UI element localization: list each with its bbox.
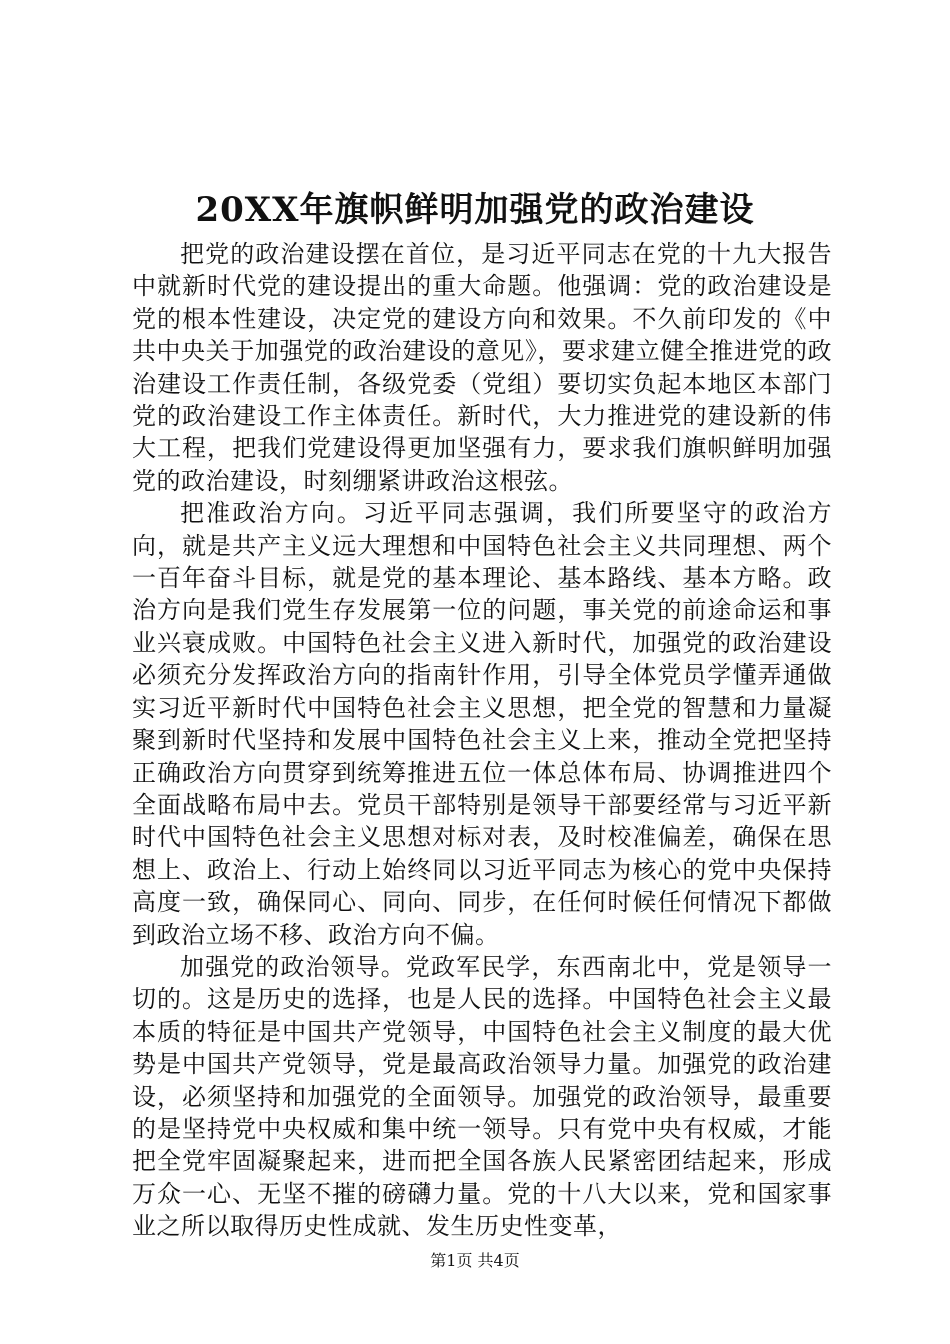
document-body: [132, 238, 832, 1243]
page-number-footer: 第1页 共4页: [430, 1251, 520, 1270]
paragraph-1: 把党的政治建设摆在首位，是习近平同志在党的十九大报告中就新时代党的建设提出的重大命题。他强调：党的政治建设是党的根本性建设，决定党的建设方向和效果。不久前印发的《中共中央关于加强党的政治建设的意见》，要求建立健全推进党的政治建设工作责任制，各级党委（党组）要切实负起本地区本部门党的政治建设工作主体责任。新时代，大力推进党的建设新的伟大工程，把我们党建设得更加坚强有力，要求我们旗帜鲜明加强党的政治建设，时刻绷紧讲政治这根弦。: [132, 240, 832, 495]
paragraph-3: 加强党的政治领导。党政军民学，东西南北中，党是领导一切的。这是历史的选择，也是人民的选择。中国特色社会主义最本质的特征是中国共产党领导，中国特色社会主义制度的最大优势是中国共产党领导，党是最高政治领导力量。加强党的政治建设，必须坚持和加强党的全面领导。加强党的政治领导，最重要的是坚持党中央权威和集中统一领导。只有党中央有权威，才能把全党牢固凝聚起来，进而把全国各族人民紧密团结起来，形成万众一心、无坚不摧的磅礴力量。党的十八大以来，党和国家事业之所以取得历史性成就、发生历史性变革，: [132, 952, 832, 1241]
document-title: 20XX年旗帜鲜明加强党的政治建设: [195, 190, 755, 230]
paragraph-2: 把准政治方向。习近平同志强调，我们所要坚守的政治方向，就是共产主义远大理想和中国特色社会主义共同理想、两个一百年奋斗目标，就是党的基本理论、基本路线、基本方略。政治方向是我们党生存发展第一位的问题，事关党的前途命运和事业兴衰成败。中国特色社会主义进入新时代，加强党的政治建设必须充分发挥政治方向的指南针作用，引导全体党员学懂弄通做实习近平新时代中国特色社会主义思想，把全党的智慧和力量凝聚到新时代坚持和发展中国特色社会主义上来，推动全党把坚持正确政治方向贯穿到统筹推进五位一体总体布局、协调推进四个全面战略布局中去。党员干部特别是领导干部要经常与习近平新时代中国特色社会主义思想对标对表，及时校准偏差，确保在思想上、政治上、行动上始终同以习近平同志为核心的党中央保持高度一致，确保同心、同向、同步，在任何时候任何情况下都做到政治立场不移、政治方向不偏。: [132, 499, 832, 949]
